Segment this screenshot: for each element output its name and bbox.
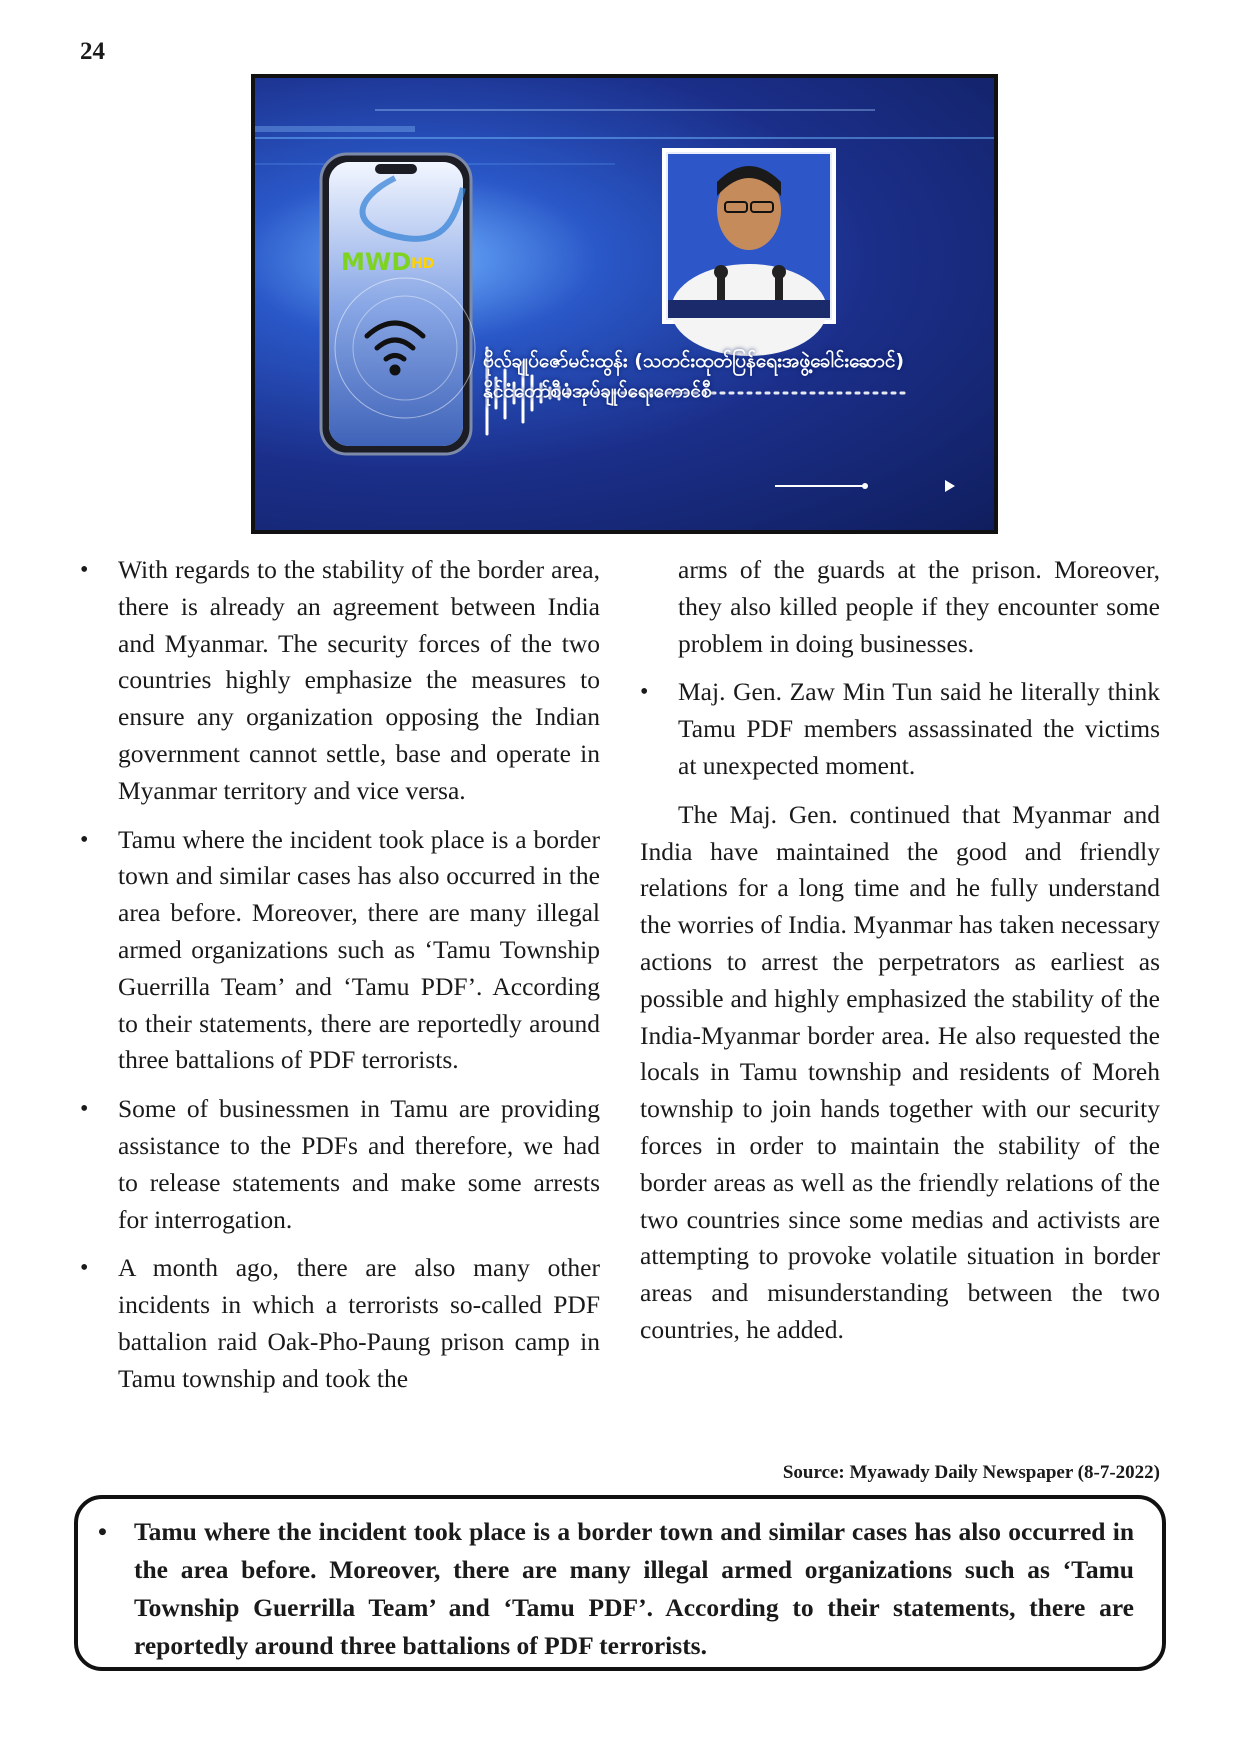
play-icon	[945, 480, 955, 492]
highlight-text: • Tamu where the incident took place is a border town and similar cases has also occurred in the area before. Moreover, there are many illegal armed organizations such as ‘Tamu Township Guerrilla Team’ and ‘Tamu PDF’. According to their statements, there are reportedly around three battalions of PDF terrorists.	[98, 1513, 1134, 1665]
logo-text: MWD	[341, 248, 412, 276]
smartphone-icon	[321, 154, 475, 454]
logo-suffix: HD	[411, 256, 435, 272]
left-bullet-list	[80, 552, 600, 1398]
light-streak	[255, 126, 415, 132]
highlight-callout-box	[74, 1495, 1166, 1671]
progress-bar	[775, 480, 955, 492]
news-video-figure	[251, 74, 998, 534]
caption-line-2: နိုင်ငံတော်စီမံအုပ်ချုပ်ရေးကောင်စီ	[483, 380, 712, 402]
figure-graphics	[255, 78, 998, 534]
speaker-portrait	[664, 150, 834, 356]
speaker-caption	[483, 346, 983, 406]
source-citation: Source: Myawady Daily Newspaper (8-7-2022)	[782, 1462, 1160, 1483]
right-column	[640, 552, 1160, 1349]
page-number: 24	[80, 38, 105, 65]
list-item: • Tamu where the incident took place is a border town and similar cases has also occurred in the area before. Moreover, there are many illegal armed organizations such as ‘Tamu Township Guerrilla Team’ and ‘Tamu PDF’. According to their statements, there are reportedly around three battalions of PDF terrorists.	[80, 822, 600, 1080]
continued-bullet-text: arms of the guards at the prison. Moreover, they also killed people if they encounter some problem in doing businesses.	[678, 555, 1160, 658]
list-item: • With regards to the stability of the border area, there is already an agreement between India and Myanmar. The security forces of the two countries highly emphasize the measures to ensure any organization opposing the Indian government cannot settle, base and operate in Myanmar territory and vice versa.	[80, 552, 600, 810]
list-item: • A month ago, there are also many other incidents in which a terrorists so-called PDF battalion raid Oak-Pho-Paung prison camp in Tamu township and took the	[80, 1250, 600, 1397]
left-column	[80, 552, 600, 1410]
right-bullet-list	[640, 674, 1160, 784]
list-item: • Some of businessmen in Tamu are providing assistance to the PDFs and therefore, we had to release statements and make some arrests for interrogation.	[80, 1091, 600, 1238]
body-paragraph: The Maj. Gen. continued that Myanmar and India have maintained the good and friendly relations for a long time and he fully understand the worries of India. Myanmar has taken necessary actions to arrest the perpetrators as earliest as possible and highly emphasized the stability of the India-Myanmar border area. He also requested the locals in Tamu township and residents of Moreh township to join hands together with our security forces in order to maintain the stability of the border areas as well as the friendly relations of the two countries since some medias and activists are attempting to provoke volatile situation in border areas and misunderstanding between the two countries, he added.	[640, 799, 1160, 1344]
list-item: • Maj. Gen. Zaw Min Tun said he literally think Tamu PDF members assassinated the victims at unexpected moment.	[640, 674, 1160, 784]
caption-line-1: ဗိုလ်ချုပ်ဇော်မင်းထွန်း (သတင်းထုတ်ပြန်ရေးအဖွဲ့ခေါင်းဆောင်)	[483, 350, 905, 372]
